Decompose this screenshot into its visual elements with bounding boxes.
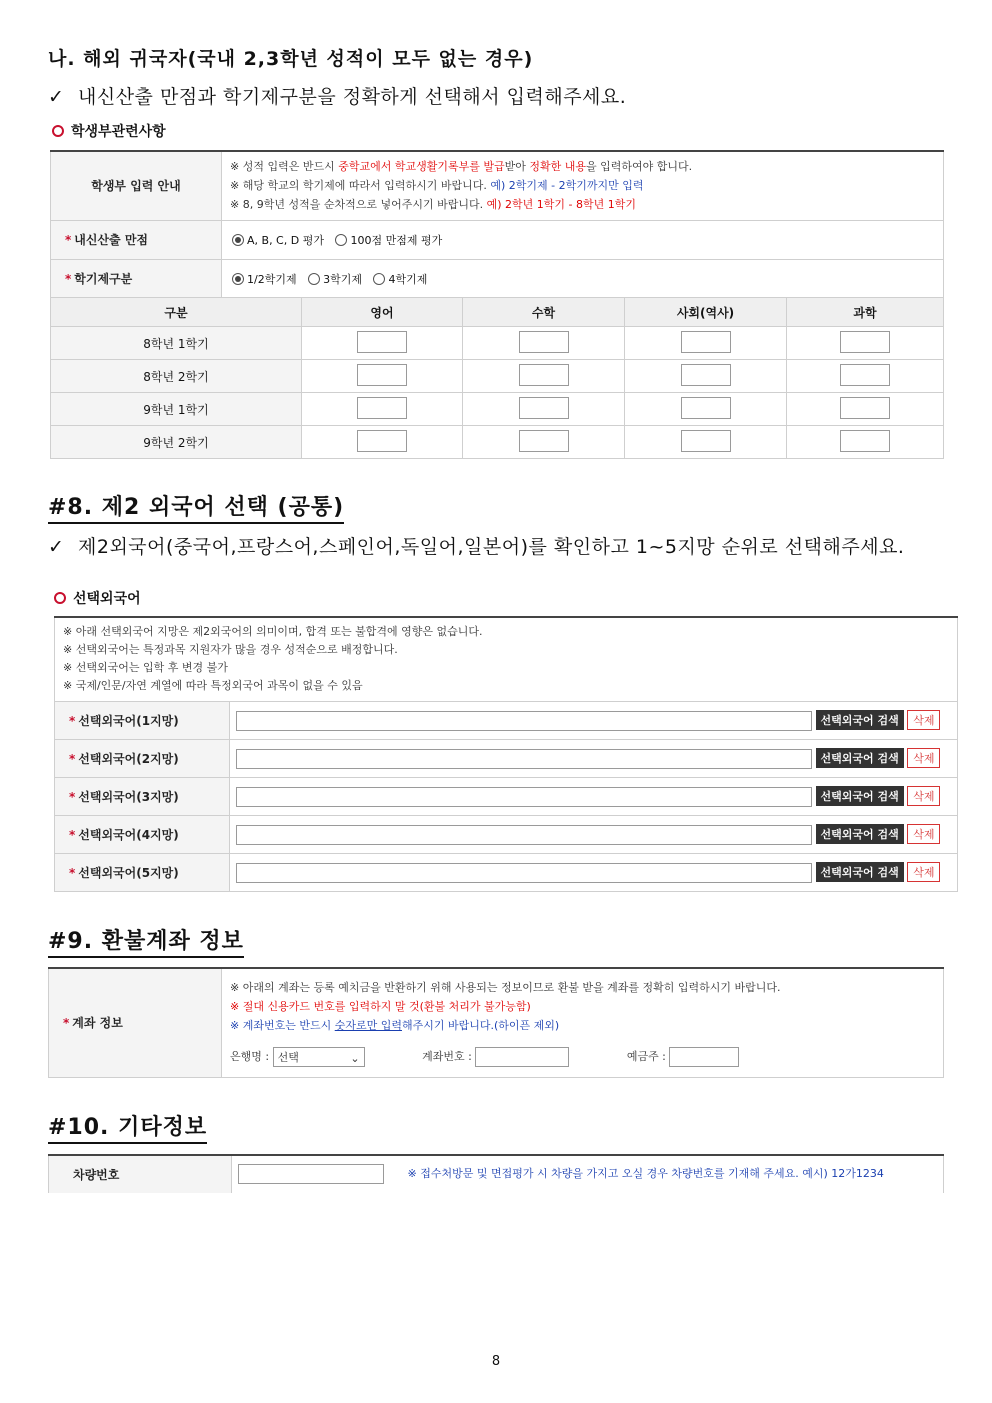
refund-note: ※ 아래의 계좌는 등록 예치금을 반환하기 위해 사용되는 정보이므로 환불 받을 계좌를 정확히 입력하시기 바랍니다.: [230, 981, 781, 995]
foreign-lang-input[interactable]: [236, 787, 812, 807]
instruction-line: [48, 82, 626, 109]
radio-semester-3[interactable]: 3학기제: [308, 273, 362, 286]
school-record-title: [52, 121, 166, 141]
refund-body: [222, 968, 944, 1077]
instruction-text: 내신산출 만점과 학기제구분을 정확하게 선택해서 입력해주세요.: [78, 86, 627, 108]
school-record-table: [50, 150, 944, 299]
full-score-options: [222, 220, 944, 259]
page-number: 8: [491, 1354, 501, 1369]
search-button[interactable]: 선택외국어 검색: [816, 824, 904, 844]
foreign-lang-input[interactable]: [236, 749, 812, 769]
semester-label: * 학기제구분: [51, 259, 222, 298]
check-icon: ✓: [48, 86, 65, 108]
radio-icon: [308, 273, 320, 285]
grade-row-label: 9학년 1학기: [51, 393, 302, 426]
search-button[interactable]: 선택외국어 검색: [816, 862, 904, 882]
account-label: 계좌번호 :: [422, 1050, 472, 1064]
grade-row: [51, 360, 944, 393]
refund-warning: ※ 절대 신용카드 번호를 입력하지 말 것(환불 처리가 불가능함): [230, 1000, 531, 1014]
etc-table: [48, 1154, 944, 1193]
radio-semester-4[interactable]: 4학기제: [373, 273, 427, 286]
foreign-lang-input[interactable]: [236, 825, 812, 845]
grade-input-science[interactable]: [840, 430, 890, 452]
refund-label: * 계좌 정보: [49, 968, 222, 1077]
grade-header: 영어: [302, 298, 463, 327]
grade-row: [51, 393, 944, 426]
account-input[interactable]: [475, 1047, 569, 1067]
foreign-lang-input[interactable]: [236, 711, 812, 731]
section-title-8: #8. 제2 외국어 선택 (공통): [48, 490, 344, 524]
grade-input-social[interactable]: [681, 364, 731, 386]
holder-label: 예금주 :: [626, 1050, 666, 1064]
chevron-down-icon: ⌄: [350, 1052, 360, 1066]
grade-input-science[interactable]: [840, 364, 890, 386]
circle-bullet-icon: [52, 125, 64, 137]
grade-input-english[interactable]: [357, 430, 407, 452]
radio-semester-12[interactable]: 1/2학기제: [232, 273, 297, 286]
instruction-line: [48, 532, 904, 559]
guide-text: ※ 성적 입력은 반드시 중학교에서 학교생활기록부를 발급받아 정확한 내용을 입력하여야 합니다. ※ 해당 학교의 학기제에 따라서 입력하시기 바랍니다. 예) 2학기제 - 2학기까지만 입력 ※ 8, 9학년 성적을 순차적으로 넣어주시기 바랍니다. 예) 2학년 1학기 - 8학년 1학기: [222, 151, 944, 220]
grade-row-label: 9학년 2학기: [51, 426, 302, 459]
grade-input-english[interactable]: [357, 397, 407, 419]
foreign-lang-notes: ※ 아래 선택외국어 지망은 제2외국어의 의미이며, 합격 또는 불합격에 영향은 없습니다. ※ 선택외국어는 특정과목 지원자가 많을 경우 성적순으로 배정합니다. ※ 선택외국어는 입학 후 변경 불가 ※ 국제/인문/자연 계열에 따라 특정외국어 과목이 없을 수 있음: [55, 617, 958, 701]
refund-note: ※ 계좌번호는 반드시 숫자로만 입력해주시기 바랍니다.(하이픈 제외): [230, 1019, 560, 1033]
delete-button[interactable]: 삭제: [907, 710, 940, 730]
grade-header: 과학: [787, 298, 944, 327]
search-button[interactable]: 선택외국어 검색: [816, 710, 904, 730]
search-button[interactable]: 선택외국어 검색: [816, 786, 904, 806]
grade-row: [51, 327, 944, 360]
radio-abcd[interactable]: A, B, C, D 평가: [232, 234, 324, 247]
car-note: ※ 접수처방문 및 면접평가 시 차량을 가지고 오실 경우 차량번호를 기재해 주세요. 예시) 12가1234: [407, 1167, 884, 1180]
foreign-lang-table: [54, 616, 958, 892]
grade-row-label: 8학년 1학기: [51, 327, 302, 360]
search-button[interactable]: 선택외국어 검색: [816, 748, 904, 768]
refund-table: [48, 967, 944, 1078]
grade-header: 구분: [51, 298, 302, 327]
grade-header: 수학: [463, 298, 625, 327]
car-number-input[interactable]: [238, 1164, 384, 1184]
delete-button[interactable]: 삭제: [907, 862, 940, 882]
holder-input[interactable]: [669, 1047, 739, 1067]
grade-table: [50, 297, 944, 459]
grade-input-science[interactable]: [840, 397, 890, 419]
grade-input-math[interactable]: [519, 430, 569, 452]
foreign-lang-label: * 선택외국어(4지망): [55, 815, 230, 853]
radio-icon: [232, 273, 244, 285]
bank-label: 은행명 :: [230, 1050, 270, 1064]
radio-icon: [232, 234, 244, 246]
section-heading-overseas: 나. 해외 귀국자(국내 2,3학년 성적이 모두 없는 경우): [48, 48, 534, 70]
guide-label: 학생부 입력 안내: [51, 151, 222, 220]
grade-row: [51, 426, 944, 459]
foreign-lang-label: * 선택외국어(2지망): [55, 739, 230, 777]
foreign-lang-title: [54, 588, 141, 608]
grade-input-math[interactable]: [519, 364, 569, 386]
foreign-lang-label: * 선택외국어(5지망): [55, 853, 230, 891]
foreign-lang-row: [55, 701, 958, 739]
grade-input-english[interactable]: [357, 331, 407, 353]
full-score-label: * 내신산출 만점: [51, 220, 222, 259]
foreign-lang-row: [55, 777, 958, 815]
foreign-lang-input[interactable]: [236, 863, 812, 883]
foreign-lang-label: * 선택외국어(3지망): [55, 777, 230, 815]
foreign-lang-row: [55, 739, 958, 777]
grade-header: 사회(역사): [625, 298, 787, 327]
section-title-10: #10. 기타정보: [48, 1110, 207, 1144]
grade-input-social[interactable]: [681, 331, 731, 353]
instruction-text: 제2외국어(중국어,프랑스어,스페인어,독일어,일본어)를 확인하고 1~5지망 순위로 선택해주세요.: [78, 536, 905, 558]
grade-input-social[interactable]: [681, 430, 731, 452]
foreign-lang-label: * 선택외국어(1지망): [55, 701, 230, 739]
delete-button[interactable]: 삭제: [907, 786, 940, 806]
semester-options: [222, 259, 944, 298]
radio-100[interactable]: 100점 만점제 평가: [335, 234, 442, 247]
foreign-lang-row: [55, 853, 958, 891]
delete-button[interactable]: 삭제: [907, 824, 940, 844]
grade-input-social[interactable]: [681, 397, 731, 419]
grade-input-science[interactable]: [840, 331, 890, 353]
circle-bullet-icon: [54, 592, 66, 604]
grade-input-math[interactable]: [519, 331, 569, 353]
radio-icon: [335, 234, 347, 246]
section-title-9: #9. 환불계좌 정보: [48, 924, 244, 958]
radio-icon: [373, 273, 385, 285]
check-icon: ✓: [48, 536, 65, 558]
foreign-lang-title-text: 선택외국어: [73, 591, 141, 607]
grade-input-math[interactable]: [519, 397, 569, 419]
grade-input-english[interactable]: [357, 364, 407, 386]
grade-row-label: 8학년 2학기: [51, 360, 302, 393]
school-record-title-text: 학생부관련사항: [71, 124, 166, 140]
foreign-lang-row: [55, 815, 958, 853]
car-label: 차량번호: [49, 1155, 232, 1193]
delete-button[interactable]: 삭제: [907, 748, 940, 768]
bank-select[interactable]: 선택 ⌄: [273, 1047, 365, 1067]
